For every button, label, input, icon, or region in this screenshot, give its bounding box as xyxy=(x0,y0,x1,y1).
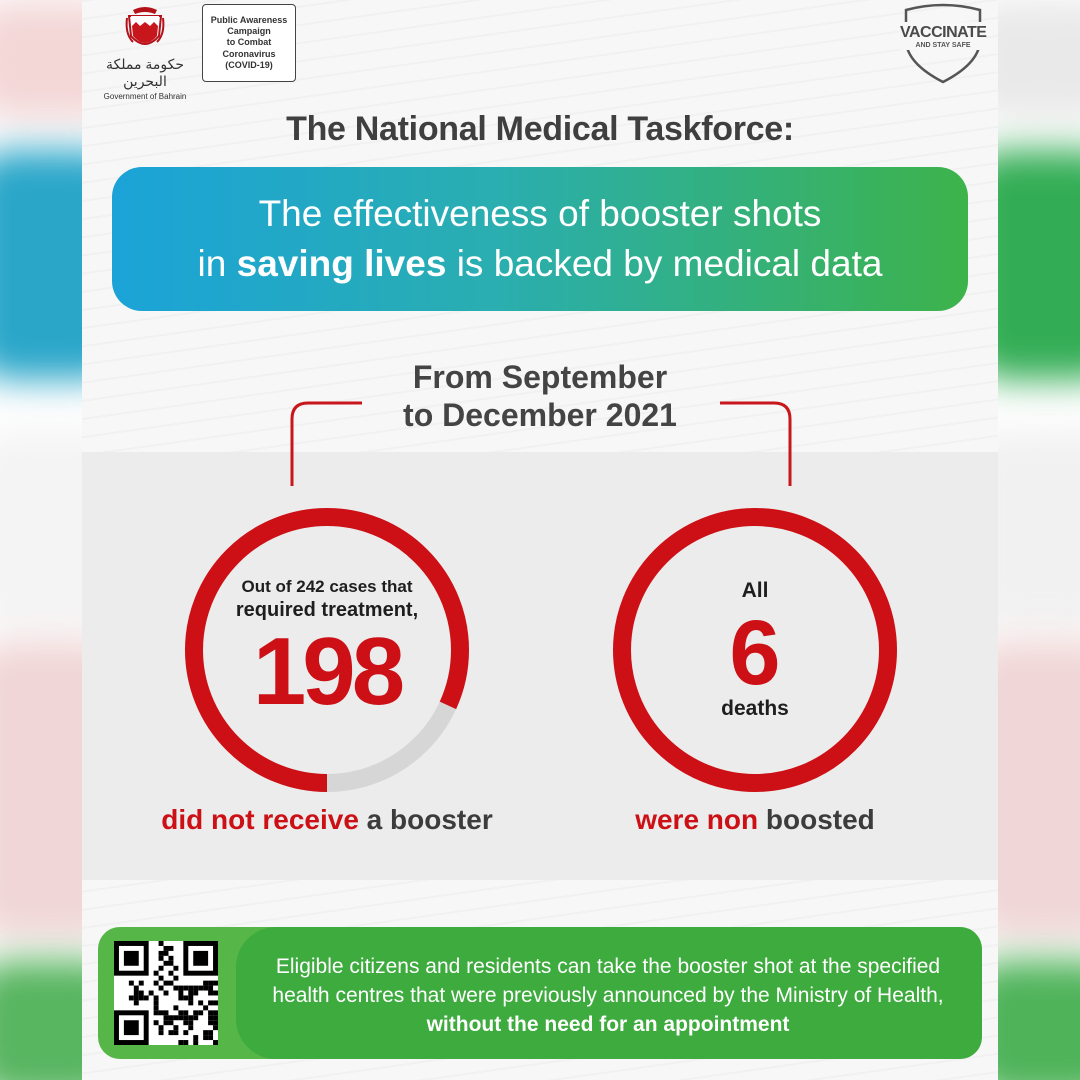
caption-text: boosted xyxy=(758,804,875,835)
stat-description: Out of 242 cases that xyxy=(241,577,413,596)
period-line-2: to December 2021 xyxy=(403,397,677,434)
vaccinate-title: VACCINATE xyxy=(900,24,987,41)
campaign-line: Campaign xyxy=(227,26,271,37)
stat-circle-deaths xyxy=(610,505,900,795)
stat-circle-unboosted-cases xyxy=(182,505,472,795)
info-emphasis: without the need for an appointment xyxy=(426,1012,790,1036)
headline-text: is backed by medical data xyxy=(446,243,883,284)
caption-text: a booster xyxy=(358,804,493,835)
campaign-line: (COVID-19) xyxy=(225,59,273,70)
stat-description: deaths xyxy=(721,697,789,720)
period-label xyxy=(82,358,998,435)
campaign-line: to Combat xyxy=(226,37,272,48)
caption-emphasis: were non xyxy=(635,804,759,835)
vaccinate-subtitle: AND STAY SAFE xyxy=(915,42,971,49)
caption-emphasis: did not receive xyxy=(161,804,359,835)
stat-number: 6 xyxy=(729,602,781,704)
headline-emphasis: saving lives xyxy=(236,243,447,284)
booster-info-text xyxy=(248,953,968,1039)
stat-description: required treatment, xyxy=(235,599,419,621)
headline-text: in xyxy=(197,243,237,284)
campaign-line: Public Awareness xyxy=(210,14,288,25)
background-right-strip xyxy=(996,0,1080,1080)
background-left-strip xyxy=(0,0,82,1080)
campaign-line: Coronavirus xyxy=(222,48,276,59)
page-title: The National Medical Taskforce: xyxy=(286,110,794,148)
infographic-poster xyxy=(82,0,998,1080)
period-line-1: From September xyxy=(412,359,668,395)
info-text: Eligible citizens and residents can take the booster shot at the specified health centres that were previously announced by the Ministry of Health, xyxy=(272,955,944,1007)
stat-caption-right xyxy=(550,804,960,836)
stat-caption-left xyxy=(122,804,532,836)
headline-line-1: The effectiveness of booster shots xyxy=(258,193,822,235)
gov-arabic-name: حكومة مملكة البحرين xyxy=(106,56,184,89)
info-bar xyxy=(98,927,982,1059)
stat-description: All xyxy=(741,579,769,602)
stat-number: 198 xyxy=(252,618,402,725)
gov-english-name: Government of Bahrain xyxy=(103,92,187,101)
qr-code-icon[interactable] xyxy=(114,941,218,1045)
